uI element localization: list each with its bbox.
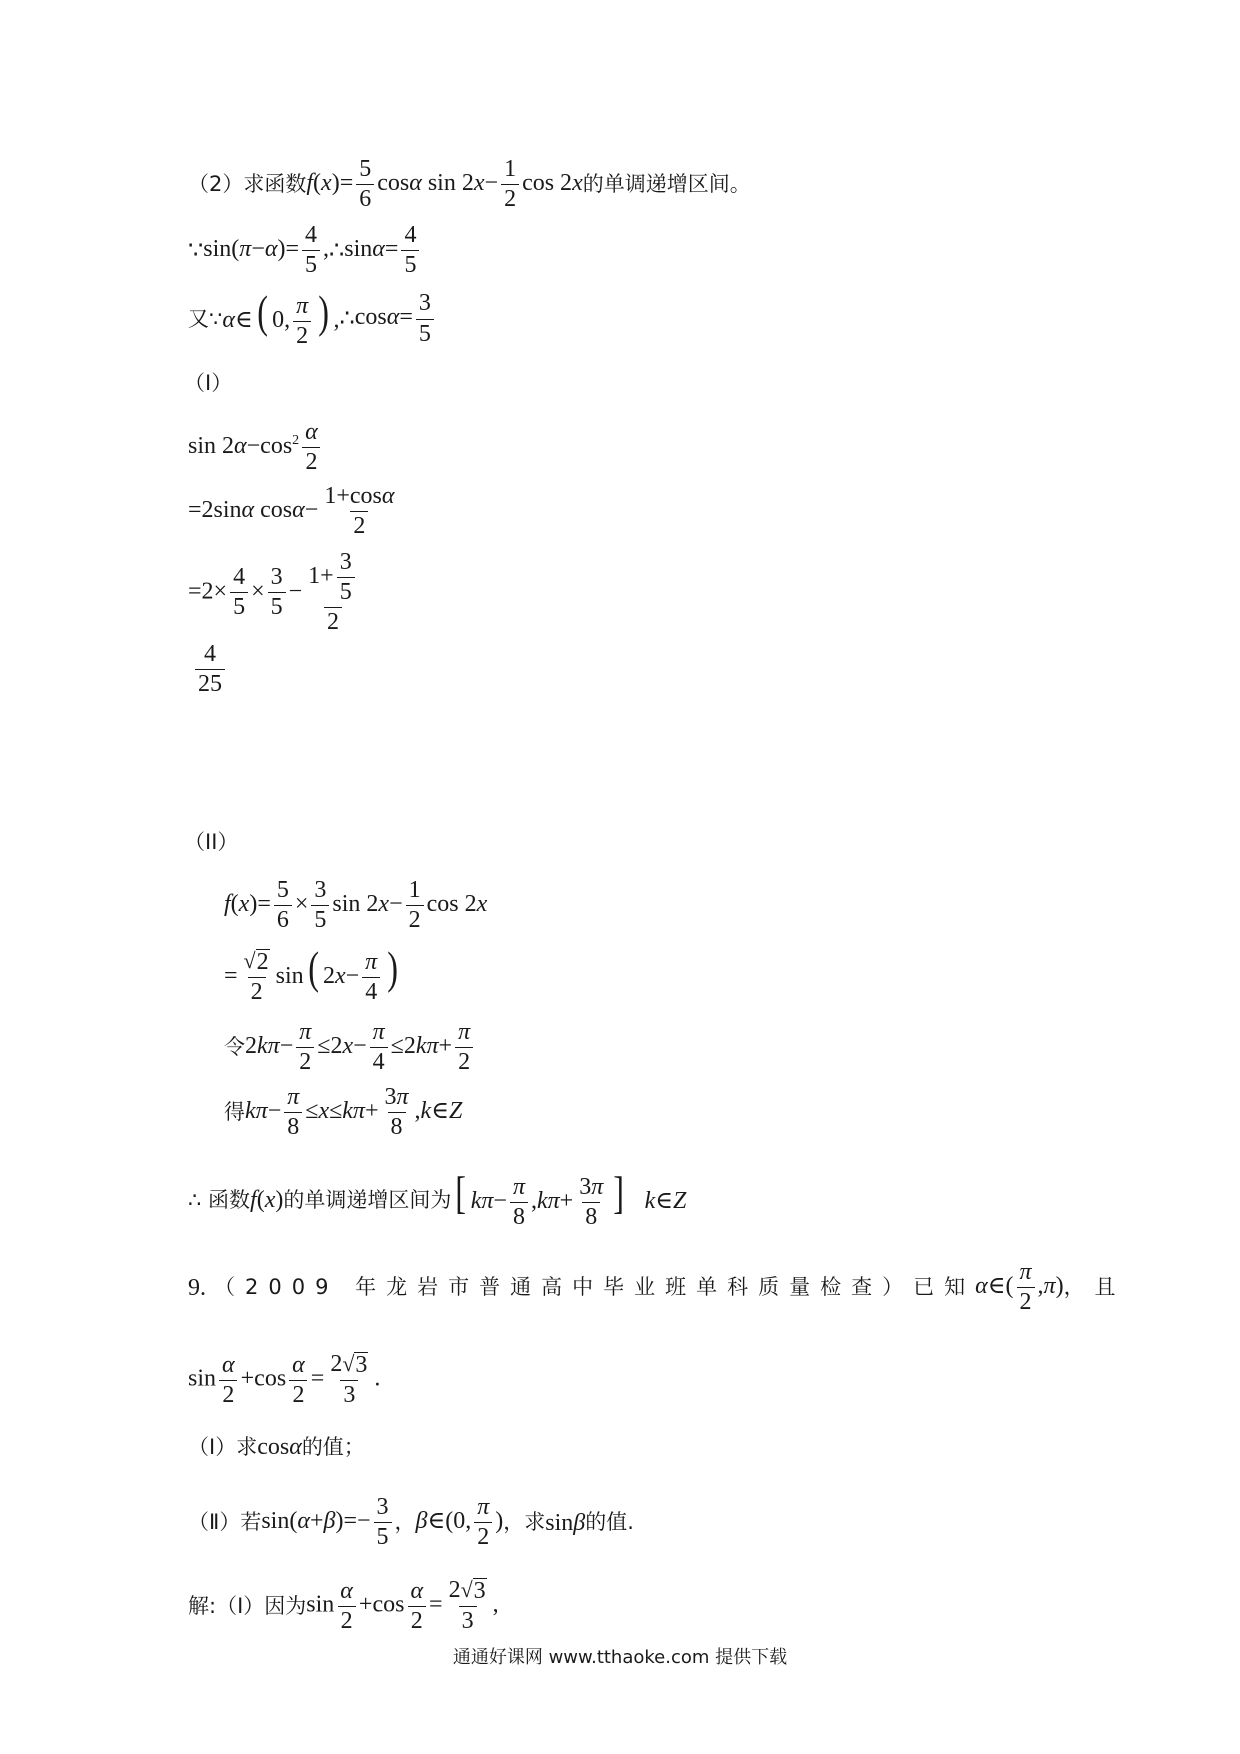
label-part-i [184,373,232,394]
alpha-interval: α∈( 0, $\frac{\pi}{2}$ ) , [222,286,340,349]
problem-source: （2009 年龙岩市普通高中毕业班单科质量检查）已知 [214,1275,976,1300]
part2-title-suffix: 的单调递增区间。 [582,172,751,197]
part-ii-solution-range: 得 kπ− $\frac{\pi}{8}$ ≤x≤kπ+ $\frac{3\pi}{8}$ ,k∈Z [224,1084,463,1141]
part-ii-inequality: 令 2kπ− $\frac{\pi}{2}$ ≤2x− $\frac{\pi}{4}$ ≤2kπ+ $\frac{\pi}{2}$ [224,1020,476,1075]
part-i-step1: =2sinα cosα− $\frac{1+\cos\alpha}{2}$ [188,483,395,540]
conclusion-prefix: ∴ 函数 [188,1187,251,1212]
part2-title-prefix: （2）求函数 [188,172,307,197]
function-definition: f(x)= $\frac{5}{6}$ cosα sin 2x− $\frac{1}{2}$ cos 2x [306,156,583,213]
part2-title [188,157,751,212]
label-i-text: （I） [184,371,233,395]
problem9-part1: （Ⅰ）求 cosα 的值； [188,1434,365,1460]
label-part-ii [184,832,238,853]
part2-ask: ，求 [503,1510,546,1535]
and-word: ，且 [1063,1275,1126,1300]
get-word: 得 [224,1100,245,1125]
part1-prefix: （Ⅰ）求 [188,1434,258,1459]
problem-number: 9. [188,1274,206,1301]
sin-alpha-value: sinα= $\frac{4}{5}$ [344,223,422,278]
page-footer: 通通好课网 www.tthaoke.com 提供下载 [452,1647,788,1668]
problem9-statement: 9. （2009 年龙岩市普通高中毕业班单科质量检查）已知 α∈( $\frac{\pi}{2}$ ,π) ，且 [188,1259,1126,1316]
also-because: 又∵ [188,306,223,331]
part-i-result: $\frac{4}{25}$ [192,642,228,697]
cos-alpha-value: cosα= $\frac{3}{5}$ [355,291,437,346]
part-ii-simplified: = √ 2 2 sin( 2x− $\frac{\pi}{4}$ ) [224,942,399,1006]
part-ii-fx: f(x)= $\frac{5}{6}$ × $\frac{3}{5}$ sin 2x− $\frac{1}{2}$ cos 2x [224,877,488,934]
solution-prefix: 解:（Ⅰ）因为 [188,1593,307,1618]
label-ii-text: （II） [184,830,239,854]
therefore-symbol: ∴ [329,237,345,264]
part-i-step2: =2× $\frac{4}{5}$ × $\frac{3}{5}$ − 1+ $\frac{3}{5}$ 2 [188,550,364,636]
problem9-part2: （Ⅱ）若 sin(α+β)=− $\frac{3}{5}$ ， β∈(0, $\frac{\pi}{2}$ ) ，求 sinβ 的值. [188,1494,634,1551]
part2-prefix: （Ⅱ）若 [188,1510,262,1535]
given-cos-line [188,286,437,349]
part1-suffix: 的值； [301,1434,365,1459]
part-i-expression: $\sin 2\alpha-\cos^2$ $\frac{\alpha}{2}$ [188,420,324,475]
therefore-symbol-2: ∴ [339,306,355,333]
given-sin-line [188,223,422,278]
because-symbol: ∵ [188,237,204,264]
conclusion-mid: 的单调递增区间为 [283,1187,452,1212]
conclusion-line: ∴ 函数 f(x) 的单调递增区间为 [ kπ− $\frac{\pi}{8}$ ,kπ+ $\frac{3\pi}{8}$ ] k∈Z [188,1167,687,1230]
part2-comma: ， [394,1510,416,1535]
problem9-condition: sin $\frac{\alpha}{2}$ +cos $\frac{\alpha}{2}$ = 2 √ 3 3 . [188,1351,381,1409]
problem9-solution: 解:（Ⅰ）因为 sin $\frac{\alpha}{2}$ +cos $\frac{\alpha}{2}$ = 2 √ 3 3 , [188,1577,499,1635]
given-sin-formula: sin(π−α)= $\frac{4}{5}$ , [203,222,329,279]
part2-suffix: 的值. [585,1510,634,1535]
let-word: 令 [224,1035,245,1060]
